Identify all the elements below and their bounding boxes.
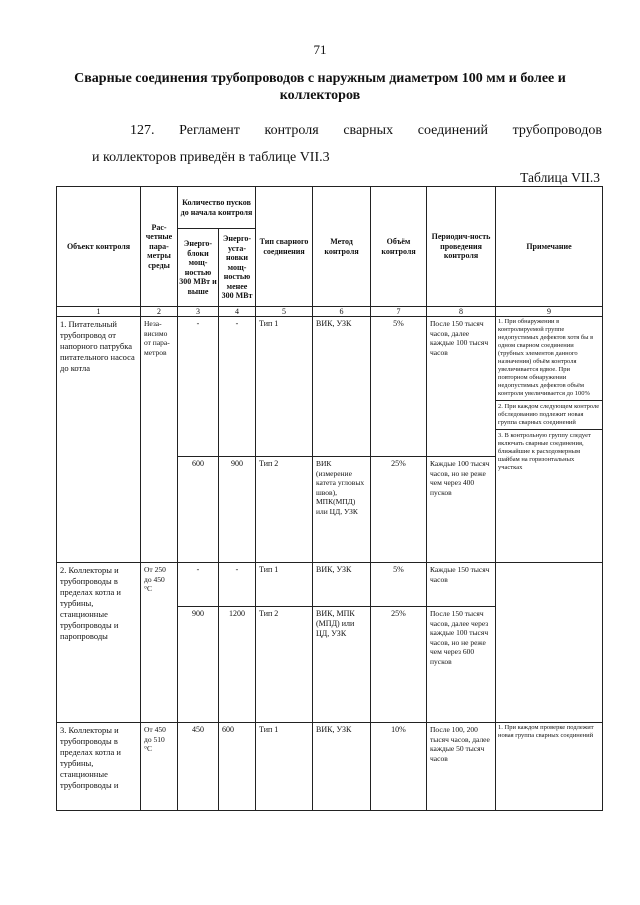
cell-period: После 100, 200 тысяч часов, далее каждые 50 тысяч часов [427,723,496,811]
column-number: 2 [141,307,178,317]
column-number: 8 [427,307,496,317]
page-number: 71 [313,42,327,57]
column-number: 4 [219,307,256,317]
header-period: Периодич-ность проведения контроля [427,187,496,307]
cell-method: ВИК, УЗК [313,563,371,607]
table-label: Таблица VII.3 [520,170,600,185]
header-object: Объект контроля [57,187,141,307]
column-number: 1 [57,307,141,317]
column-number-row [57,307,603,317]
cell-starts-a: - [178,563,219,607]
row-params: От 450 до 510 °С [141,723,178,811]
cell-period: Каждые 100 тысяч часов, но не реже чем через 400 пусков [427,457,496,563]
paragraph-line-2: и коллекторов приведён в таблице VII.3 [92,150,330,165]
cell-weld-type: Тип 2 [256,607,313,723]
cell-weld-type: Тип 1 [256,317,313,457]
section-heading: Сварные соединения трубопроводов с наружным диаметром 100 мм и более и коллекторов [74,71,566,103]
header-starts-group: Количество пусков до начала контроля [178,187,256,229]
header-note: Примечание [496,187,603,307]
column-number: 3 [178,307,219,317]
row-object: 3. Коллекторы и трубопроводы в пределах котла и турбины, станционные трубопроводы и [57,723,141,811]
cell-method: ВИК, УЗК [313,317,371,457]
cell-starts-a: 900 [178,607,219,723]
header-volume: Объём контроля [371,187,427,307]
cell-starts-b: 600 [219,723,256,811]
cell-starts-b: - [219,563,256,607]
note-item: 1. При обнаружении в контролируемой группе недопустимых дефектов хотя бы в одном сварном соединении (трубных элементов данного назначения) объём контроля увеличивается вдвое. При повторном обнаружении недопустимых дефектов объём контроля увеличивается до 100% [498,318,594,397]
column-number: 6 [313,307,371,317]
cell-starts-b: 1200 [219,607,256,723]
row-object: 1. Питательный трубопровод от напорного патрубка питательного насоса до котла [57,317,141,563]
cell-weld-type: Тип 2 [256,457,313,563]
cell-weld-type: Тип 1 [256,563,313,607]
row-params: Неза-висимо от пара-метров [141,317,178,563]
column-number: 9 [496,307,603,317]
cell-method: ВИК, МПК (МПД) или ЦД, УЗК [313,607,371,723]
cell-volume: 25% [371,607,427,723]
note-item: 3. В контрольную группу следует включать сварные соединения, ближайшие к расходомерным шайбам на горизонтальных участках [498,432,591,471]
cell-starts-a: 450 [178,723,219,811]
header-starts-b: Энерго-уста-новки мощ-ностью менее 300 МВт [219,229,256,307]
cell-starts-b: 900 [219,457,256,563]
cell-volume: 5% [371,317,427,457]
row-notes [496,563,603,723]
cell-method: ВИК, УЗК [313,723,371,811]
note-item: 2. При каждом следующем контроле обследованию подлежит новая группа сварных соединений [498,403,600,426]
cell-volume: 5% [371,563,427,607]
cell-volume: 10% [371,723,427,811]
cell-starts-a: 600 [178,457,219,563]
cell-period: После 150 тысяч часов, далее каждые 100 тысяч часов [427,317,496,457]
row-object: 2. Коллекторы и трубопроводы в пределах котла и турбины, станционные трубопроводы и паропроводы [57,563,141,723]
column-number: 7 [371,307,427,317]
column-number: 5 [256,307,313,317]
header-weld-type: Тип сварного соединения [256,187,313,307]
cell-method: ВИК (измерение катета угловых швов), МПК(МПД) или ЦД, УЗК [313,457,371,563]
row-notes [496,317,603,563]
header-starts-a: Энерго-блоки мощ-ностью 300 МВт и выше [178,229,219,307]
cell-period: Каждые 150 тысяч часов [427,563,496,607]
table-row [57,563,603,607]
paragraph-line-1: 127. Регламент контроля сварных соединений трубопроводов [130,123,602,138]
header-params: Рас-четные пара-метры среды [141,187,178,307]
row-params: От 250 до 450 °С [141,563,178,723]
table-row [57,317,603,457]
cell-volume: 25% [371,457,427,563]
header-method: Метод контроля [313,187,371,307]
cell-weld-type: Тип 1 [256,723,313,811]
control-regulation-table [56,186,603,811]
row-notes: 1. При каждом проверке подлежит новая группа сварных соединений [496,723,603,811]
cell-period: После 150 тысяч часов, далее через каждые 100 тысяч часов, но не реже чем через 600 пусков [427,607,496,723]
cell-starts-b: - [219,317,256,457]
table-row [57,723,603,811]
cell-starts-a: - [178,317,219,457]
